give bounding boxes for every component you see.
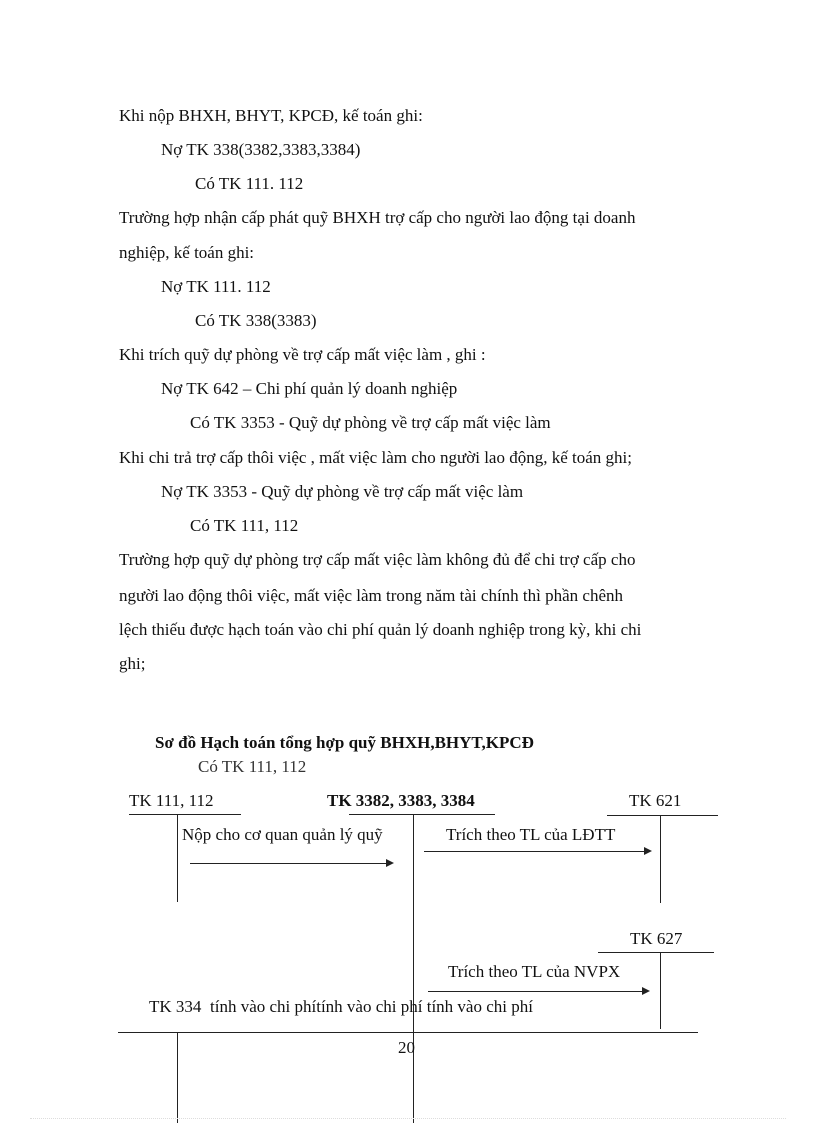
account-tk334: TK 334 <box>149 997 202 1016</box>
label-nop: Nộp cho cơ quan quản lý quỹ <box>182 825 383 844</box>
text-line-7: Có TK 338(3383) <box>195 311 317 330</box>
text-line-9: Nợ TK 642 – Chi phí quản lý doanh nghiệp <box>161 379 458 398</box>
arrow-nop <box>190 863 392 864</box>
label-trich-nvpx: Trích theo TL của NVPX <box>448 962 621 981</box>
page-number: 20 <box>398 1038 415 1057</box>
account-tk334-column <box>177 1032 178 1123</box>
text-line-4: Trường hợp nhận cấp phát quỹ BHXH trợ cấp cho người lao động tại doanh <box>119 208 636 227</box>
label-trich-ldtt: Trích theo TL của LĐTT <box>446 825 616 844</box>
text-line-14: Trường hợp quỹ dự phòng trợ cấp mất việc làm không đủ để chi trợ cấp cho <box>119 550 636 569</box>
text-line-17: ghi; <box>119 654 146 673</box>
label-bottom-line: tính vào chi phítính vào chi phí tính vào chi phí <box>210 997 533 1016</box>
account-tk111-rule <box>129 814 241 815</box>
text-line-13: Có TK 111, 112 <box>190 516 299 535</box>
arrow-trich-nvpx <box>428 991 648 992</box>
account-tk334-rule <box>118 1032 698 1033</box>
account-tk621-rule <box>607 815 718 816</box>
text-line-10: Có TK 3353 - Quỹ dự phòng về trợ cấp mất việc làm <box>190 413 551 432</box>
text-line-16: lệch thiếu được hạch toán vào chi phí quản lý doanh nghiệp trong kỳ, khi chi <box>119 620 642 639</box>
text-line-8: Khi trích quỹ dự phòng về trợ cấp mất việc làm , ghi : <box>119 345 486 364</box>
account-tk3382-column <box>413 814 414 1123</box>
text-line-2: Nợ TK 338(3382,3383,3384) <box>161 140 361 159</box>
account-tk111-column <box>177 814 178 902</box>
text-line-3: Có TK 111. 112 <box>195 174 304 193</box>
account-tk111: TK 111, 112 <box>129 791 214 810</box>
account-tk3382: TK 3382, 3383, 3384 <box>327 791 475 810</box>
text-line-12: Nợ TK 3353 - Quỹ dự phòng về trợ cấp mất việc làm <box>161 482 524 501</box>
account-tk621-column <box>660 815 661 903</box>
text-line-5: nghiệp, kế toán ghi: <box>119 243 255 262</box>
account-tk3382-rule <box>349 814 495 815</box>
text-line-1: Khi nộp BHXH, BHYT, KPCĐ, kế toán ghi: <box>119 106 423 125</box>
arrow-trich-ldtt <box>424 851 650 852</box>
account-tk627-rule <box>598 952 714 953</box>
text-line-15: người lao động thôi việc, mất việc làm trong năm tài chính thì phần chênh <box>119 586 623 605</box>
account-tk627-column <box>660 952 661 1029</box>
text-line-6: Nợ TK 111. 112 <box>161 277 271 296</box>
diagram-overlap-text: Có TK 111, 112 <box>198 757 307 776</box>
account-tk621: TK 621 <box>629 791 682 810</box>
text-line-11: Khi chi trả trợ cấp thôi việc , mất việc làm cho người lao động, kế toán ghi; <box>119 448 632 467</box>
footer-dotted-line <box>30 1118 786 1119</box>
diagram-title: Sơ đồ Hạch toán tổng hợp quỹ BHXH,BHYT,KPCĐ <box>155 733 534 752</box>
account-tk627: TK 627 <box>630 929 683 948</box>
